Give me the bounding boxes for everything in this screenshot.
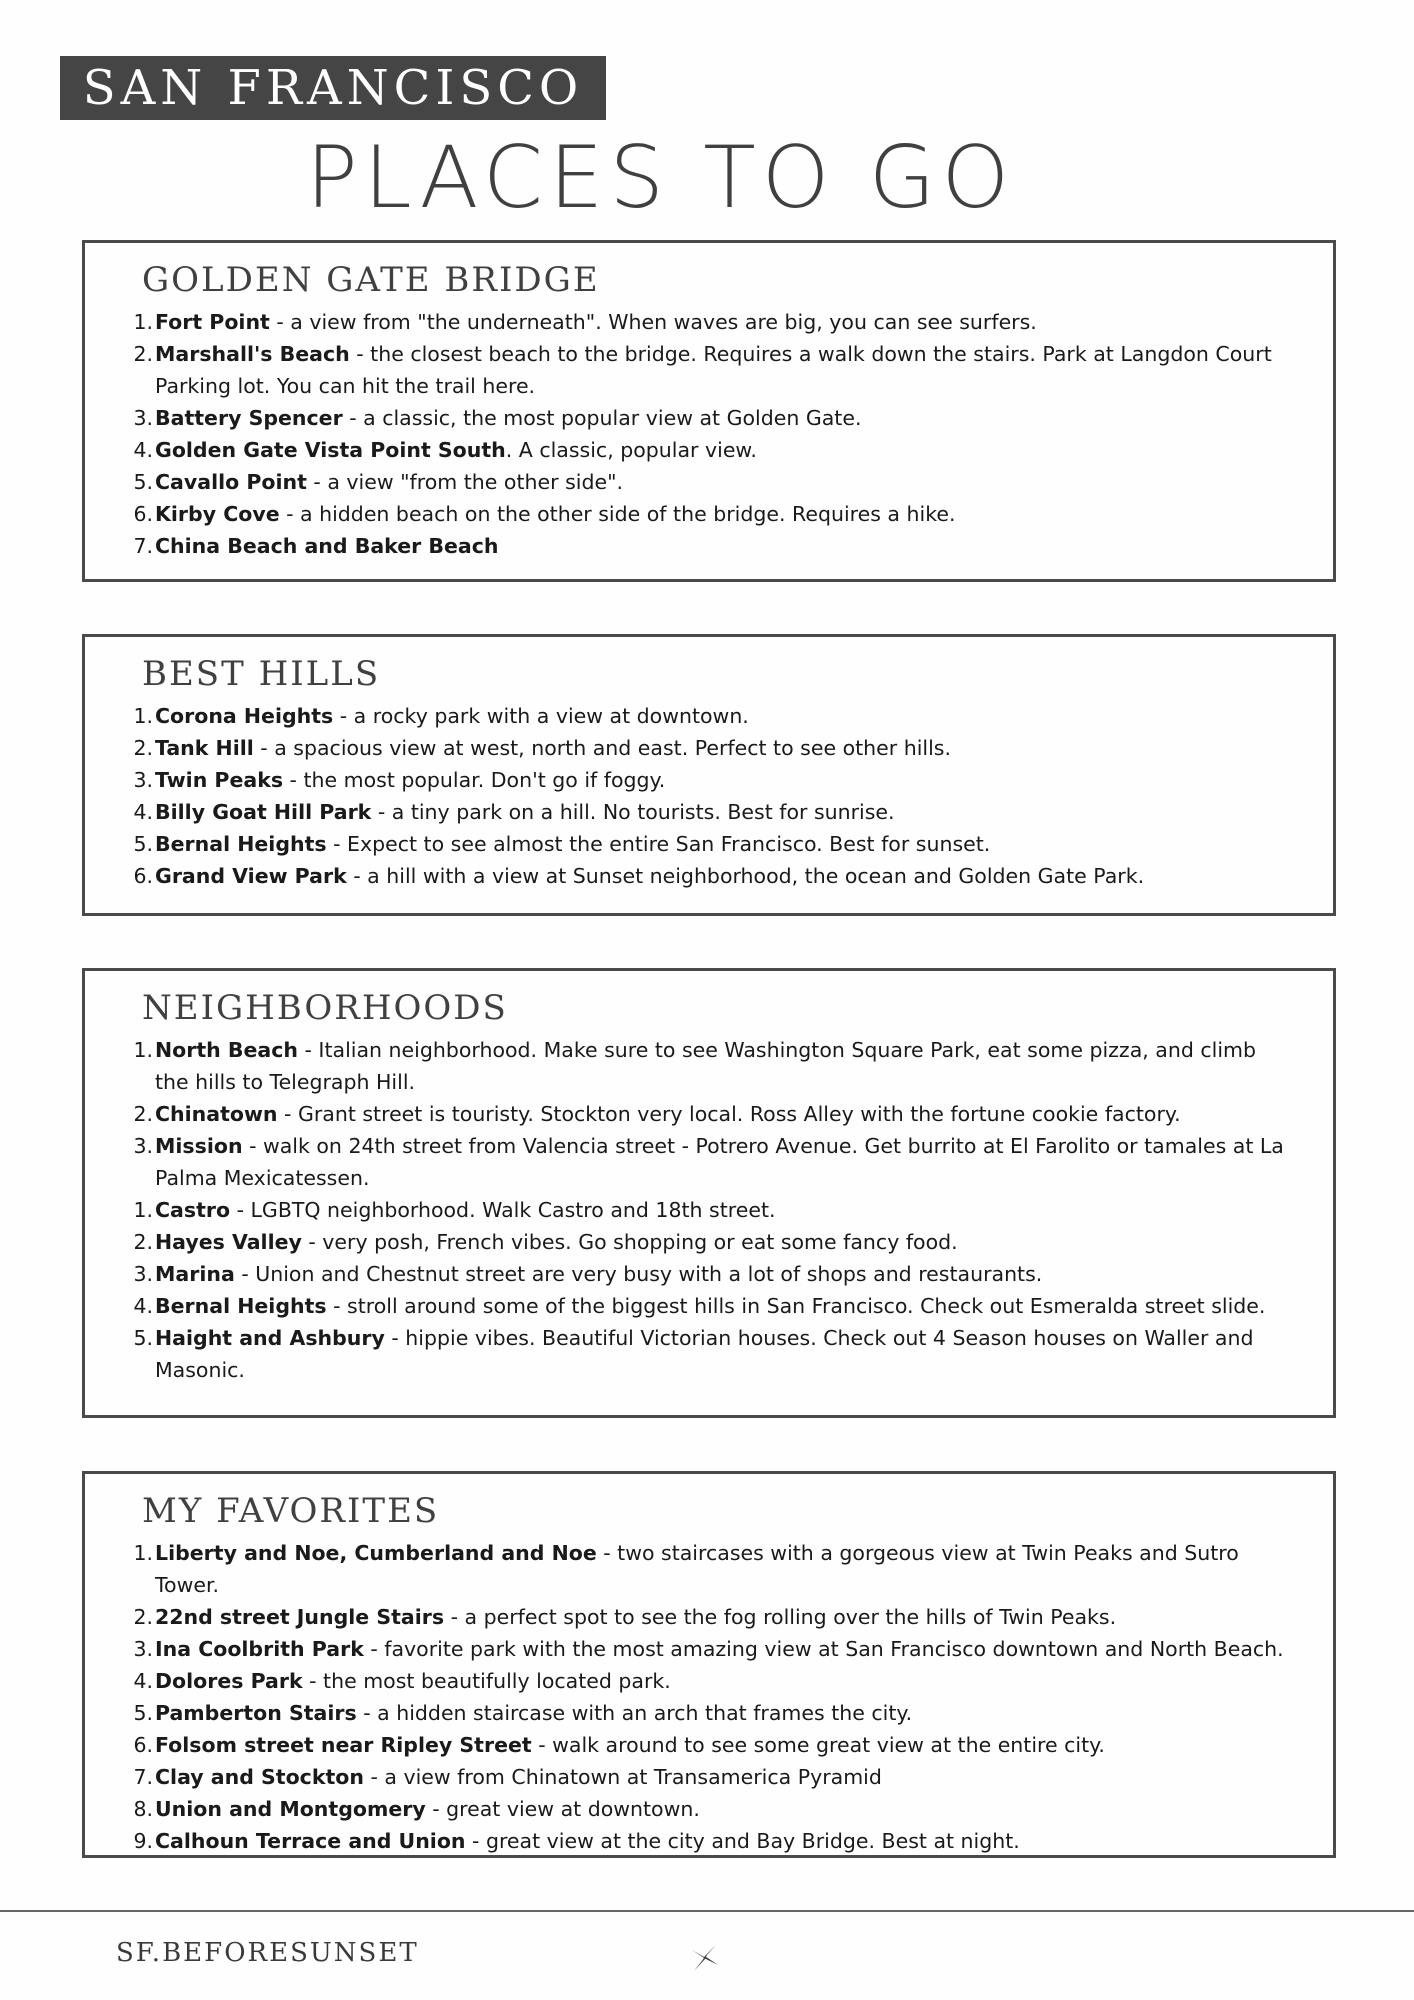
place-name: Folsom street near Ripley Street xyxy=(155,1733,532,1757)
place-name: Liberty and Noe, Cumberland and Noe xyxy=(155,1541,597,1565)
place-name: Haight and Ashbury xyxy=(155,1326,385,1350)
list-item xyxy=(85,1761,1333,1793)
place-description: - walk on 24th street from Valencia street - Potrero Avenue. Get burrito at El Farolito or tamales at La Palma Mexicatessen. xyxy=(155,1134,1284,1190)
place-name: Twin Peaks xyxy=(155,768,284,792)
place-name: Marshall's Beach xyxy=(155,342,350,366)
list-item xyxy=(85,1601,1333,1633)
place-description: - a spacious view at west, north and east. Perfect to see other hills. xyxy=(253,736,951,760)
place-name: Corona Heights xyxy=(155,704,334,728)
place-description: - a perfect spot to see the fog rolling over the hills of Twin Peaks. xyxy=(444,1605,1117,1629)
section-golden-gate-bridge xyxy=(82,240,1336,582)
list-item xyxy=(85,1258,1333,1290)
list-item xyxy=(85,1697,1333,1729)
place-name: Cavallo Point xyxy=(155,470,307,494)
list-item xyxy=(85,466,1333,498)
item-list xyxy=(85,1537,1333,1857)
place-name: Billy Goat Hill Park xyxy=(155,800,372,824)
item-number: 7. xyxy=(133,1765,153,1789)
item-number: 3. xyxy=(133,768,153,792)
place-name: Marina xyxy=(155,1262,235,1286)
place-description: - a view "from the other side". xyxy=(306,470,624,494)
place-description: . A classic, popular view. xyxy=(505,438,757,462)
list-item xyxy=(85,1130,1333,1194)
list-item xyxy=(85,530,1333,562)
item-number: 3. xyxy=(133,1637,153,1661)
place-name: 22nd street Jungle Stairs xyxy=(155,1605,445,1629)
page-title: PLACES TO GO xyxy=(305,128,1016,228)
place-name: Ina Coolbrith Park xyxy=(155,1637,364,1661)
item-number: 1. xyxy=(133,1198,153,1222)
place-description: - very posh, French vibes. Go shopping or eat some fancy food. xyxy=(301,1230,958,1254)
item-list xyxy=(85,1034,1333,1386)
place-description: - Expect to see almost the entire San Francisco. Best for sunset. xyxy=(326,832,991,856)
list-item xyxy=(85,1226,1333,1258)
list-item xyxy=(85,1290,1333,1322)
place-description: - walk around to see some great view at the entire city. xyxy=(531,1733,1105,1757)
place-name: North Beach xyxy=(155,1038,298,1062)
place-description: - a hill with a view at Sunset neighborhood, the ocean and Golden Gate Park. xyxy=(346,864,1145,888)
item-number: 3. xyxy=(133,1134,153,1158)
item-number: 9. xyxy=(133,1829,153,1853)
place-name: China Beach and Baker Beach xyxy=(155,534,499,558)
item-list xyxy=(85,306,1333,562)
list-item xyxy=(85,306,1333,338)
place-description: - LGBTQ neighborhood. Walk Castro and 18th street. xyxy=(230,1198,776,1222)
item-number: 2. xyxy=(133,736,153,760)
place-name: Tank Hill xyxy=(155,736,254,760)
place-name: Bernal Heights xyxy=(155,832,327,856)
list-item xyxy=(85,1322,1333,1386)
item-number: 1. xyxy=(133,1541,153,1565)
section-title: NEIGHBORHOODS xyxy=(142,988,508,1028)
footer-brand: SF.BEFORESUNSET xyxy=(116,1938,419,1968)
place-name: Bernal Heights xyxy=(155,1294,327,1318)
place-description: - a view from "the underneath". When waves are big, you can see surfers. xyxy=(269,310,1037,334)
place-name: Calhoun Terrace and Union xyxy=(155,1829,466,1853)
place-description: - favorite park with the most amazing view at San Francisco downtown and North Beach. xyxy=(363,1637,1284,1661)
place-description: - a view from Chinatown at Transamerica Pyramid xyxy=(363,1765,882,1789)
list-item xyxy=(85,796,1333,828)
place-name: Castro xyxy=(155,1198,231,1222)
item-number: 5. xyxy=(133,832,153,856)
place-description: - a rocky park with a view at downtown. xyxy=(333,704,749,728)
place-name: Kirby Cove xyxy=(155,502,280,526)
list-item xyxy=(85,1537,1333,1601)
list-item xyxy=(85,828,1333,860)
list-item xyxy=(85,764,1333,796)
item-number: 1. xyxy=(133,704,153,728)
place-description: - great view at downtown. xyxy=(425,1797,700,1821)
list-item xyxy=(85,498,1333,530)
item-number: 6. xyxy=(133,502,153,526)
place-description: - a tiny park on a hill. No tourists. Best for sunrise. xyxy=(371,800,895,824)
place-name: Chinatown xyxy=(155,1102,278,1126)
item-number: 4. xyxy=(133,1669,153,1693)
list-item xyxy=(85,434,1333,466)
place-description: - Italian neighborhood. Make sure to see Washington Square Park, eat some pizza, and climb the hills to Telegraph Hill. xyxy=(155,1038,1257,1094)
place-description: - two staircases with a gorgeous view at Twin Peaks and Sutro Tower. xyxy=(155,1541,1239,1597)
list-item xyxy=(85,1034,1333,1098)
section-title: GOLDEN GATE BRIDGE xyxy=(142,260,600,300)
item-number: 6. xyxy=(133,1733,153,1757)
item-number: 6. xyxy=(133,864,153,888)
sparkle-star-icon xyxy=(690,1941,720,1973)
list-item xyxy=(85,1633,1333,1665)
place-description: - Union and Chestnut street are very busy with a lot of shops and restaurants. xyxy=(234,1262,1043,1286)
item-number: 3. xyxy=(133,406,153,430)
place-description: - the most beautifully located park. xyxy=(302,1669,671,1693)
list-item xyxy=(85,732,1333,764)
list-item xyxy=(85,1194,1333,1226)
place-description: - Grant street is touristy. Stockton very local. Ross Alley with the fortune cookie factory. xyxy=(277,1102,1181,1126)
place-name: Golden Gate Vista Point South xyxy=(155,438,506,462)
place-name: Hayes Valley xyxy=(155,1230,302,1254)
list-item xyxy=(85,1825,1333,1857)
item-number: 3. xyxy=(133,1262,153,1286)
item-number: 4. xyxy=(133,1294,153,1318)
footer-divider xyxy=(0,1910,1414,1912)
place-name: Clay and Stockton xyxy=(155,1765,364,1789)
item-number: 4. xyxy=(133,438,153,462)
place-description: - a classic, the most popular view at Golden Gate. xyxy=(342,406,862,430)
item-number: 4. xyxy=(133,800,153,824)
list-item xyxy=(85,700,1333,732)
place-name: Mission xyxy=(155,1134,243,1158)
place-description: - stroll around some of the biggest hills in San Francisco. Check out Esmeralda street slide. xyxy=(326,1294,1266,1318)
item-number: 5. xyxy=(133,470,153,494)
place-description: - the most popular. Don't go if foggy. xyxy=(283,768,666,792)
place-description: - great view at the city and Bay Bridge. Best at night. xyxy=(465,1829,1020,1853)
place-description: - a hidden beach on the other side of the bridge. Requires a hike. xyxy=(279,502,956,526)
section-title: BEST HILLS xyxy=(142,654,381,694)
list-item xyxy=(85,1665,1333,1697)
item-number: 5. xyxy=(133,1701,153,1725)
list-item xyxy=(85,402,1333,434)
place-description: - the closest beach to the bridge. Requires a walk down the stairs. Park at Langdon Court Parking lot. You can hit the trail here. xyxy=(155,342,1272,398)
item-number: 8. xyxy=(133,1797,153,1821)
item-number: 1. xyxy=(133,1038,153,1062)
list-item xyxy=(85,860,1333,892)
list-item xyxy=(85,1793,1333,1825)
section-my-favorites xyxy=(82,1471,1336,1858)
item-number: 1. xyxy=(133,310,153,334)
list-item xyxy=(85,1729,1333,1761)
place-name: Fort Point xyxy=(155,310,270,334)
section-title: MY FAVORITES xyxy=(142,1491,440,1531)
place-description: - a hidden staircase with an arch that frames the city. xyxy=(356,1701,913,1725)
place-name: Pamberton Stairs xyxy=(155,1701,357,1725)
item-number: 2. xyxy=(133,342,153,366)
item-number: 2. xyxy=(133,1230,153,1254)
place-name: Union and Montgomery xyxy=(155,1797,426,1821)
item-number: 2. xyxy=(133,1605,153,1629)
section-best-hills xyxy=(82,634,1336,916)
list-item xyxy=(85,1098,1333,1130)
place-name: Dolores Park xyxy=(155,1669,303,1693)
place-name: Battery Spencer xyxy=(155,406,343,430)
place-description: - hippie vibes. Beautiful Victorian houses. Check out 4 Season houses on Waller and Masonic. xyxy=(155,1326,1254,1382)
item-number: 7. xyxy=(133,534,153,558)
list-item xyxy=(85,338,1333,402)
item-number: 2. xyxy=(133,1102,153,1126)
item-number: 5. xyxy=(133,1326,153,1350)
section-neighborhoods xyxy=(82,968,1336,1418)
item-list xyxy=(85,700,1333,892)
place-name: Grand View Park xyxy=(155,864,347,888)
city-badge: SAN FRANCISCO xyxy=(60,56,606,120)
